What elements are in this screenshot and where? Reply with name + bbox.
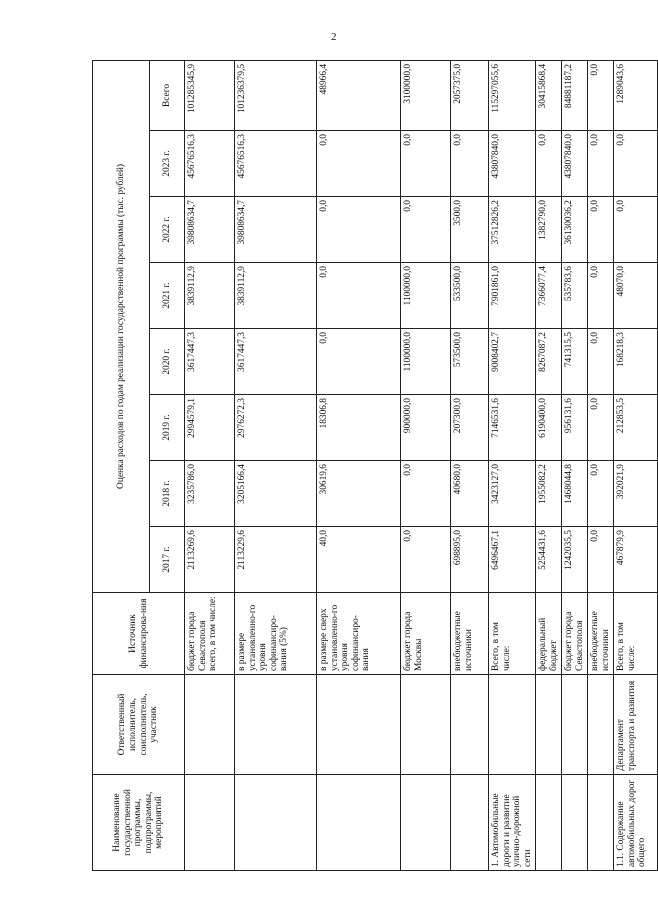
cell-value: 36130036,2: [562, 197, 588, 263]
cell-value: 0,0: [401, 527, 451, 593]
table-row: [317, 60, 401, 870]
cell-value: 3617447,3: [235, 329, 317, 395]
cell-value: 0,0: [401, 197, 451, 263]
cell-value: 3839112,9: [235, 263, 317, 329]
cell-value: 2113269,6: [185, 527, 235, 593]
cell-value: 573500,0: [451, 329, 489, 395]
cell-executor: Департамент транспорта и развития: [614, 675, 658, 775]
cell-name: [317, 775, 401, 871]
cell-source: Всего, в том числе:: [614, 593, 658, 675]
cell-value: 392021,9: [614, 461, 658, 527]
cell-value: 956131,6: [562, 395, 588, 461]
cell-value: 115297055,6: [489, 60, 536, 130]
rotated-table-container: [92, 61, 648, 871]
cell-value: 0,0: [588, 395, 614, 461]
cell-executor: [536, 675, 562, 775]
cell-executor: [588, 675, 614, 775]
cell-value: 43807840,0: [562, 131, 588, 197]
cell-value: 3423127,0: [489, 461, 536, 527]
cell-value: 7146531,6: [489, 395, 536, 461]
cell-value: 3839112,9: [185, 263, 235, 329]
cell-value: 0,0: [614, 197, 658, 263]
header-year: 2019 г.: [150, 395, 185, 461]
cell-value: 0,0: [401, 131, 451, 197]
cell-value: 43807840,0: [489, 131, 536, 197]
cell-name: [185, 775, 235, 871]
cell-name: [401, 775, 451, 871]
cell-value: 30619,6: [317, 461, 401, 527]
cell-value: 0,0: [588, 131, 614, 197]
cell-value: 1100000,0: [401, 263, 451, 329]
cell-value: 900000,0: [401, 395, 451, 461]
cell-value: 40680,0: [451, 461, 489, 527]
cell-value: 6496467,1: [489, 527, 536, 593]
cell-value: 0,0: [451, 131, 489, 197]
cell-value: 0,0: [588, 197, 614, 263]
cell-value: 1242035,5: [562, 527, 588, 593]
cell-value: 0,0: [588, 263, 614, 329]
cell-value: 48070,0: [614, 263, 658, 329]
cell-value: 0,0: [317, 329, 401, 395]
cell-executor: [401, 675, 451, 775]
cell-value: 0,0: [401, 461, 451, 527]
cell-source: в размере сверх установленно-го уровня софинансиро-вания: [317, 593, 401, 675]
header-year: 2017 г.: [150, 527, 185, 593]
table-row: [185, 60, 235, 870]
header-source: Источник финансирова-ния: [93, 593, 185, 675]
table-row: [451, 60, 489, 870]
cell-name: [235, 775, 317, 871]
page-number: 2: [331, 31, 337, 43]
cell-value: 207300,0: [451, 395, 489, 461]
cell-value: 533500,0: [451, 263, 489, 329]
table-row: [489, 60, 536, 870]
cell-executor: [489, 675, 536, 775]
cell-value: 3617447,3: [185, 329, 235, 395]
cell-executor: [317, 675, 401, 775]
cell-executor: [451, 675, 489, 775]
cell-value: 741315,5: [562, 329, 588, 395]
header-year: 2021 г.: [150, 263, 185, 329]
cell-name: 1.1. Содержание автомобильных дорог общего: [614, 775, 658, 871]
cell-value: 37512826,2: [489, 197, 536, 263]
cell-source: бюджет города Москвы: [401, 593, 451, 675]
table-row: [235, 60, 317, 870]
cell-value: 168218,3: [614, 329, 658, 395]
cell-value: 48966,4: [317, 60, 401, 130]
cell-value: 30415868,4: [536, 60, 562, 130]
cell-executor: [185, 675, 235, 775]
table-row: [588, 60, 614, 870]
cell-value: 45676516,3: [185, 131, 235, 197]
cell-name: [562, 775, 588, 871]
cell-value: 3500,0: [451, 197, 489, 263]
cell-value: 18306,8: [317, 395, 401, 461]
cell-source: Всего, в том числе:: [489, 593, 536, 675]
cell-value: 2057375,0: [451, 60, 489, 130]
table-row: [562, 60, 588, 870]
cell-name: [451, 775, 489, 871]
cell-value: 6190400,0: [536, 395, 562, 461]
header-year: Всего: [150, 60, 185, 130]
cell-value: 2976272,3: [235, 395, 317, 461]
cell-name: [536, 775, 562, 871]
cell-value: 101285345,9: [185, 60, 235, 130]
cell-value: 7901861,0: [489, 263, 536, 329]
cell-source: бюджет города Севастополя: [562, 593, 588, 675]
cell-source: внебюджетные источники: [451, 593, 489, 675]
cell-value: 3205166,4: [235, 461, 317, 527]
cell-value: 1382790,0: [536, 197, 562, 263]
cell-source: федеральный бюджет: [536, 593, 562, 675]
cell-value: 212853,5: [614, 395, 658, 461]
cell-value: 0,0: [588, 527, 614, 593]
cell-value: 0,0: [536, 131, 562, 197]
cell-value: 5254431,6: [536, 527, 562, 593]
cell-value: 0,0: [317, 263, 401, 329]
cell-source: внебюджетные источники: [588, 593, 614, 675]
cell-value: 0,0: [614, 131, 658, 197]
cell-value: 8267087,2: [536, 329, 562, 395]
cell-value: 2113229,6: [235, 527, 317, 593]
cell-value: 2994579,1: [185, 395, 235, 461]
header-year: 2018 г.: [150, 461, 185, 527]
table-row: [401, 60, 451, 870]
cell-value: 3235786,0: [185, 461, 235, 527]
cell-value: 0,0: [317, 131, 401, 197]
cell-value: 1289043,6: [614, 60, 658, 130]
cell-value: 40,0: [317, 527, 401, 593]
budget-table: [92, 60, 658, 871]
cell-value: 467879,9: [614, 527, 658, 593]
cell-value: 1955082,2: [536, 461, 562, 527]
cell-value: 1468044,8: [562, 461, 588, 527]
header-year: 2022 г.: [150, 197, 185, 263]
header-estimate: Оценка расходов по годам реализации государственной программы (тыс. рублей): [93, 60, 150, 592]
cell-value: 0,0: [317, 197, 401, 263]
cell-value: 39808634,7: [235, 197, 317, 263]
cell-source: в размере установленно-го уровня софинансиро-вания (5%): [235, 593, 317, 675]
header-name: Наименование государственной программы, подпрограммы, мероприятий: [93, 775, 185, 871]
cell-executor: [562, 675, 588, 775]
cell-value: 3100000,0: [401, 60, 451, 130]
cell-value: 39808634,7: [185, 197, 235, 263]
table-row: [614, 60, 658, 870]
cell-value: 45676516,3: [235, 131, 317, 197]
cell-value: 0,0: [588, 461, 614, 527]
cell-value: 535783,6: [562, 263, 588, 329]
cell-value: 1100000,0: [401, 329, 451, 395]
cell-value: 698895,0: [451, 527, 489, 593]
cell-source: бюджет города Севастополя всего, в том числе:: [185, 593, 235, 675]
cell-executor: [235, 675, 317, 775]
header-year: 2023 г.: [150, 131, 185, 197]
cell-value: 9008402,7: [489, 329, 536, 395]
cell-value: 7366077,4: [536, 263, 562, 329]
cell-value: 101236379,5: [235, 60, 317, 130]
cell-value: 0,0: [588, 329, 614, 395]
header-year: 2020 г.: [150, 329, 185, 395]
cell-name: [588, 775, 614, 871]
cell-name: 1. Автомобильные дороги и развитие улично-дорожной сети: [489, 775, 536, 871]
cell-value: 0,0: [588, 60, 614, 130]
cell-value: 84881187,2: [562, 60, 588, 130]
header-executor: Ответственный исполнитель, соисполнитель, участник: [93, 675, 185, 775]
table-row: [536, 60, 562, 870]
